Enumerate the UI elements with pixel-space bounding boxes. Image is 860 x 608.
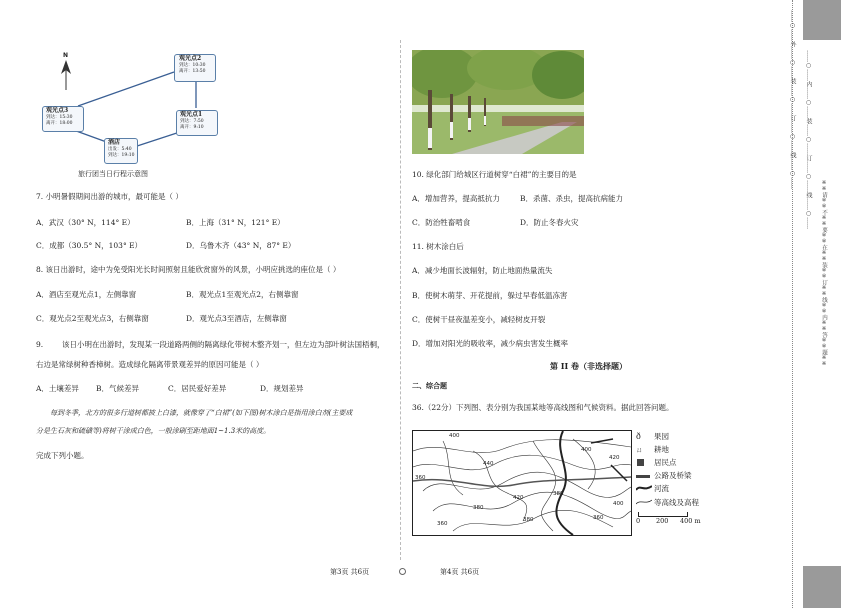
q9-stem-line1: 该日小明在出游时，发现某一段道路两侧的隔离绿化带树木整齐划一，但左边为部叶树法国梧桐， [62,340,385,349]
contour-label: 380 [523,517,534,523]
contour-label: 360 [415,475,426,481]
q11-option-d: D．增加对阳光的吸收率，减少病虫害发生概率 [412,339,569,348]
node-viewpoint-3-name: 观光点3 [46,107,69,114]
legend-road-bridge: 公路及桥梁 [654,471,692,480]
page-number-right: 第4页 共6页 [440,568,480,576]
q9-number: 9. [36,340,44,349]
center-hole-icon [399,568,406,575]
diagram-caption: 旅行团当日行程示意图 [78,170,148,178]
scale-label-200: 200 [656,517,669,525]
legend-farmland: 耕地 [654,445,669,454]
node-viewpoint-1-name: 观光点1 [180,111,203,118]
part-title: 二、综合题 [412,381,447,390]
node-viewpoint-2-arrive: 到达：10:30 [179,63,206,68]
q10-option-a: A．增加营养，提高抵抗力 [412,194,500,203]
tree-whitewash-photo [412,50,584,154]
node-viewpoint-3 [42,106,84,132]
passage-line1: 每到冬季，北方的很多行道树都披上白漆，就像穿了“白裙”(如下图)树木涂白是指用涂白剂(主要成 [50,409,353,417]
residence-icon [637,459,644,466]
q11-option-a: A．减少地面长波辐射，防止地面热量流失 [412,266,553,275]
node-hotel-arrive: 到达：19:10 [108,153,135,158]
contour-label: 400 [581,447,592,453]
q36-stem: 36.（22分）下列图、表分别为我国某地等高线图和气候资料。据此回答问题。 [412,403,674,412]
itinerary-diagram [36,48,236,180]
q11-option-b: B．使树木萌芽、开花提前，躲过早春低温冻害 [412,291,568,300]
q10-stem: 10. 绿化部门给城区行道树穿“白裙”的主要目的是 [412,170,577,179]
q7-option-b: B．上海（31° N，121° E） [186,218,285,227]
q11-stem: 11. 树木涂白后 [412,242,464,251]
map-legend [634,430,744,530]
contour-line-icon [636,498,652,506]
page-number-left: 第3页 共6页 [330,568,370,576]
road-bridge-icon [636,475,650,478]
node-viewpoint-3-arrive: 到达：15:30 [46,115,73,120]
node-viewpoint-1-leave: 离开：9:10 [180,125,204,130]
node-viewpoint-1 [176,110,218,136]
section-title: 第 II 卷（非选择题） [550,361,628,371]
node-viewpoint-1-arrive: 到达：7:50 [180,119,204,124]
contour-label: 440 [483,461,494,467]
q10-option-c: C．防治牲畜啃食 [412,218,471,227]
q11-option-c: C．使树干昼夜温差变小，减轻树皮开裂 [412,315,546,324]
river-icon [636,484,652,492]
legend-river: 河流 [654,484,669,493]
binding-sidebar [780,0,860,608]
q7-stem: 7. 小明暑假期间出游的城市，最可能是（ ） [36,192,183,201]
contour-map [412,430,632,536]
contour-label: 420 [513,495,524,501]
q7-option-c: C．成都（30.5° N，103° E） [36,241,143,250]
contour-label: 360 [593,515,604,521]
legend-residence: 居民点 [654,458,677,467]
legend-contour: 等高线及高程 [654,498,699,507]
q8-option-c: C．观光点2至观光点3，右侧靠窗 [36,314,149,323]
q9-option-a: A．土壤差异 [36,384,79,393]
contour-label: 400 [449,433,460,439]
passage-line2: 分是生石灰和硫磺等)将树干涂成白色，一般涂刷至距地面1~1.3米的高度。 [36,427,271,435]
q7-option-d: D．乌鲁木齐（43° N，87° E） [186,241,296,250]
q10-option-b: B．杀菌、杀虫，提高抗病能力 [520,194,624,203]
q7-option-a: A．武汉（30° N，114° E） [36,218,135,227]
node-viewpoint-2-name: 观光点2 [179,55,202,62]
node-hotel-depart: 出发：5:40 [108,147,132,152]
sidebar-gray-bottom [803,566,841,608]
contour-label: 400 [613,501,624,507]
instruction-text: 完成下列小题。 [36,451,89,460]
q8-option-a: A．酒店至观光点1，左侧靠窗 [36,290,137,299]
outer-binding-marks: ……○……外……○……装……○……订……○……线……○…… [789,10,796,189]
q9-option-d: D．规划差异 [260,384,304,393]
q9-stem-line2: 右边是常绿树种香樟树。造成绿化隔离带景观差异的原因可能是（ ） [36,360,264,369]
inner-binding-marks: ……○……内……○……装……○……订……○……线……○…… [805,50,812,229]
sidebar-gray-top [803,0,841,40]
contour-label: 380 [473,505,484,511]
contour-label: 420 [609,455,620,461]
node-viewpoint-2-leave: 离开：13:50 [179,69,206,74]
node-viewpoint-2 [174,54,216,82]
q9-option-c: C．居民爱好差异 [168,384,227,393]
page-divider [400,40,401,560]
node-viewpoint-3-leave: 离开：18:00 [46,121,73,126]
orchard-icon: ð [636,432,641,441]
contour-label: 380 [553,491,564,497]
no-answer-warning: ※※请※※不※※要※※在※※装※※订※※线※※内※※答※※题※※ [821,180,827,367]
q8-option-d: D．观光点3至酒店，左侧靠窗 [186,314,287,323]
node-hotel-name: 酒店 [108,139,121,146]
farmland-icon: ㄩ [636,446,643,454]
legend-orchard: 果园 [654,432,669,441]
node-hotel [104,138,138,164]
q8-stem: 8. 该日出游时，途中为免受阳光长时间照射且能欣赏窗外的风景，小明应挑选的座位是（ ） [36,265,341,274]
q9-option-b: B．气候差异 [96,384,140,393]
q8-option-b: B．观光点1至观光点2，右侧靠窗 [186,290,299,299]
q10-option-d: D．防止冬春火灾 [520,218,579,227]
scale-label-400: 400 m [680,517,701,525]
north-label: N [63,52,69,59]
scale-label-0: 0 [636,517,641,525]
contour-label: 360 [437,521,448,527]
